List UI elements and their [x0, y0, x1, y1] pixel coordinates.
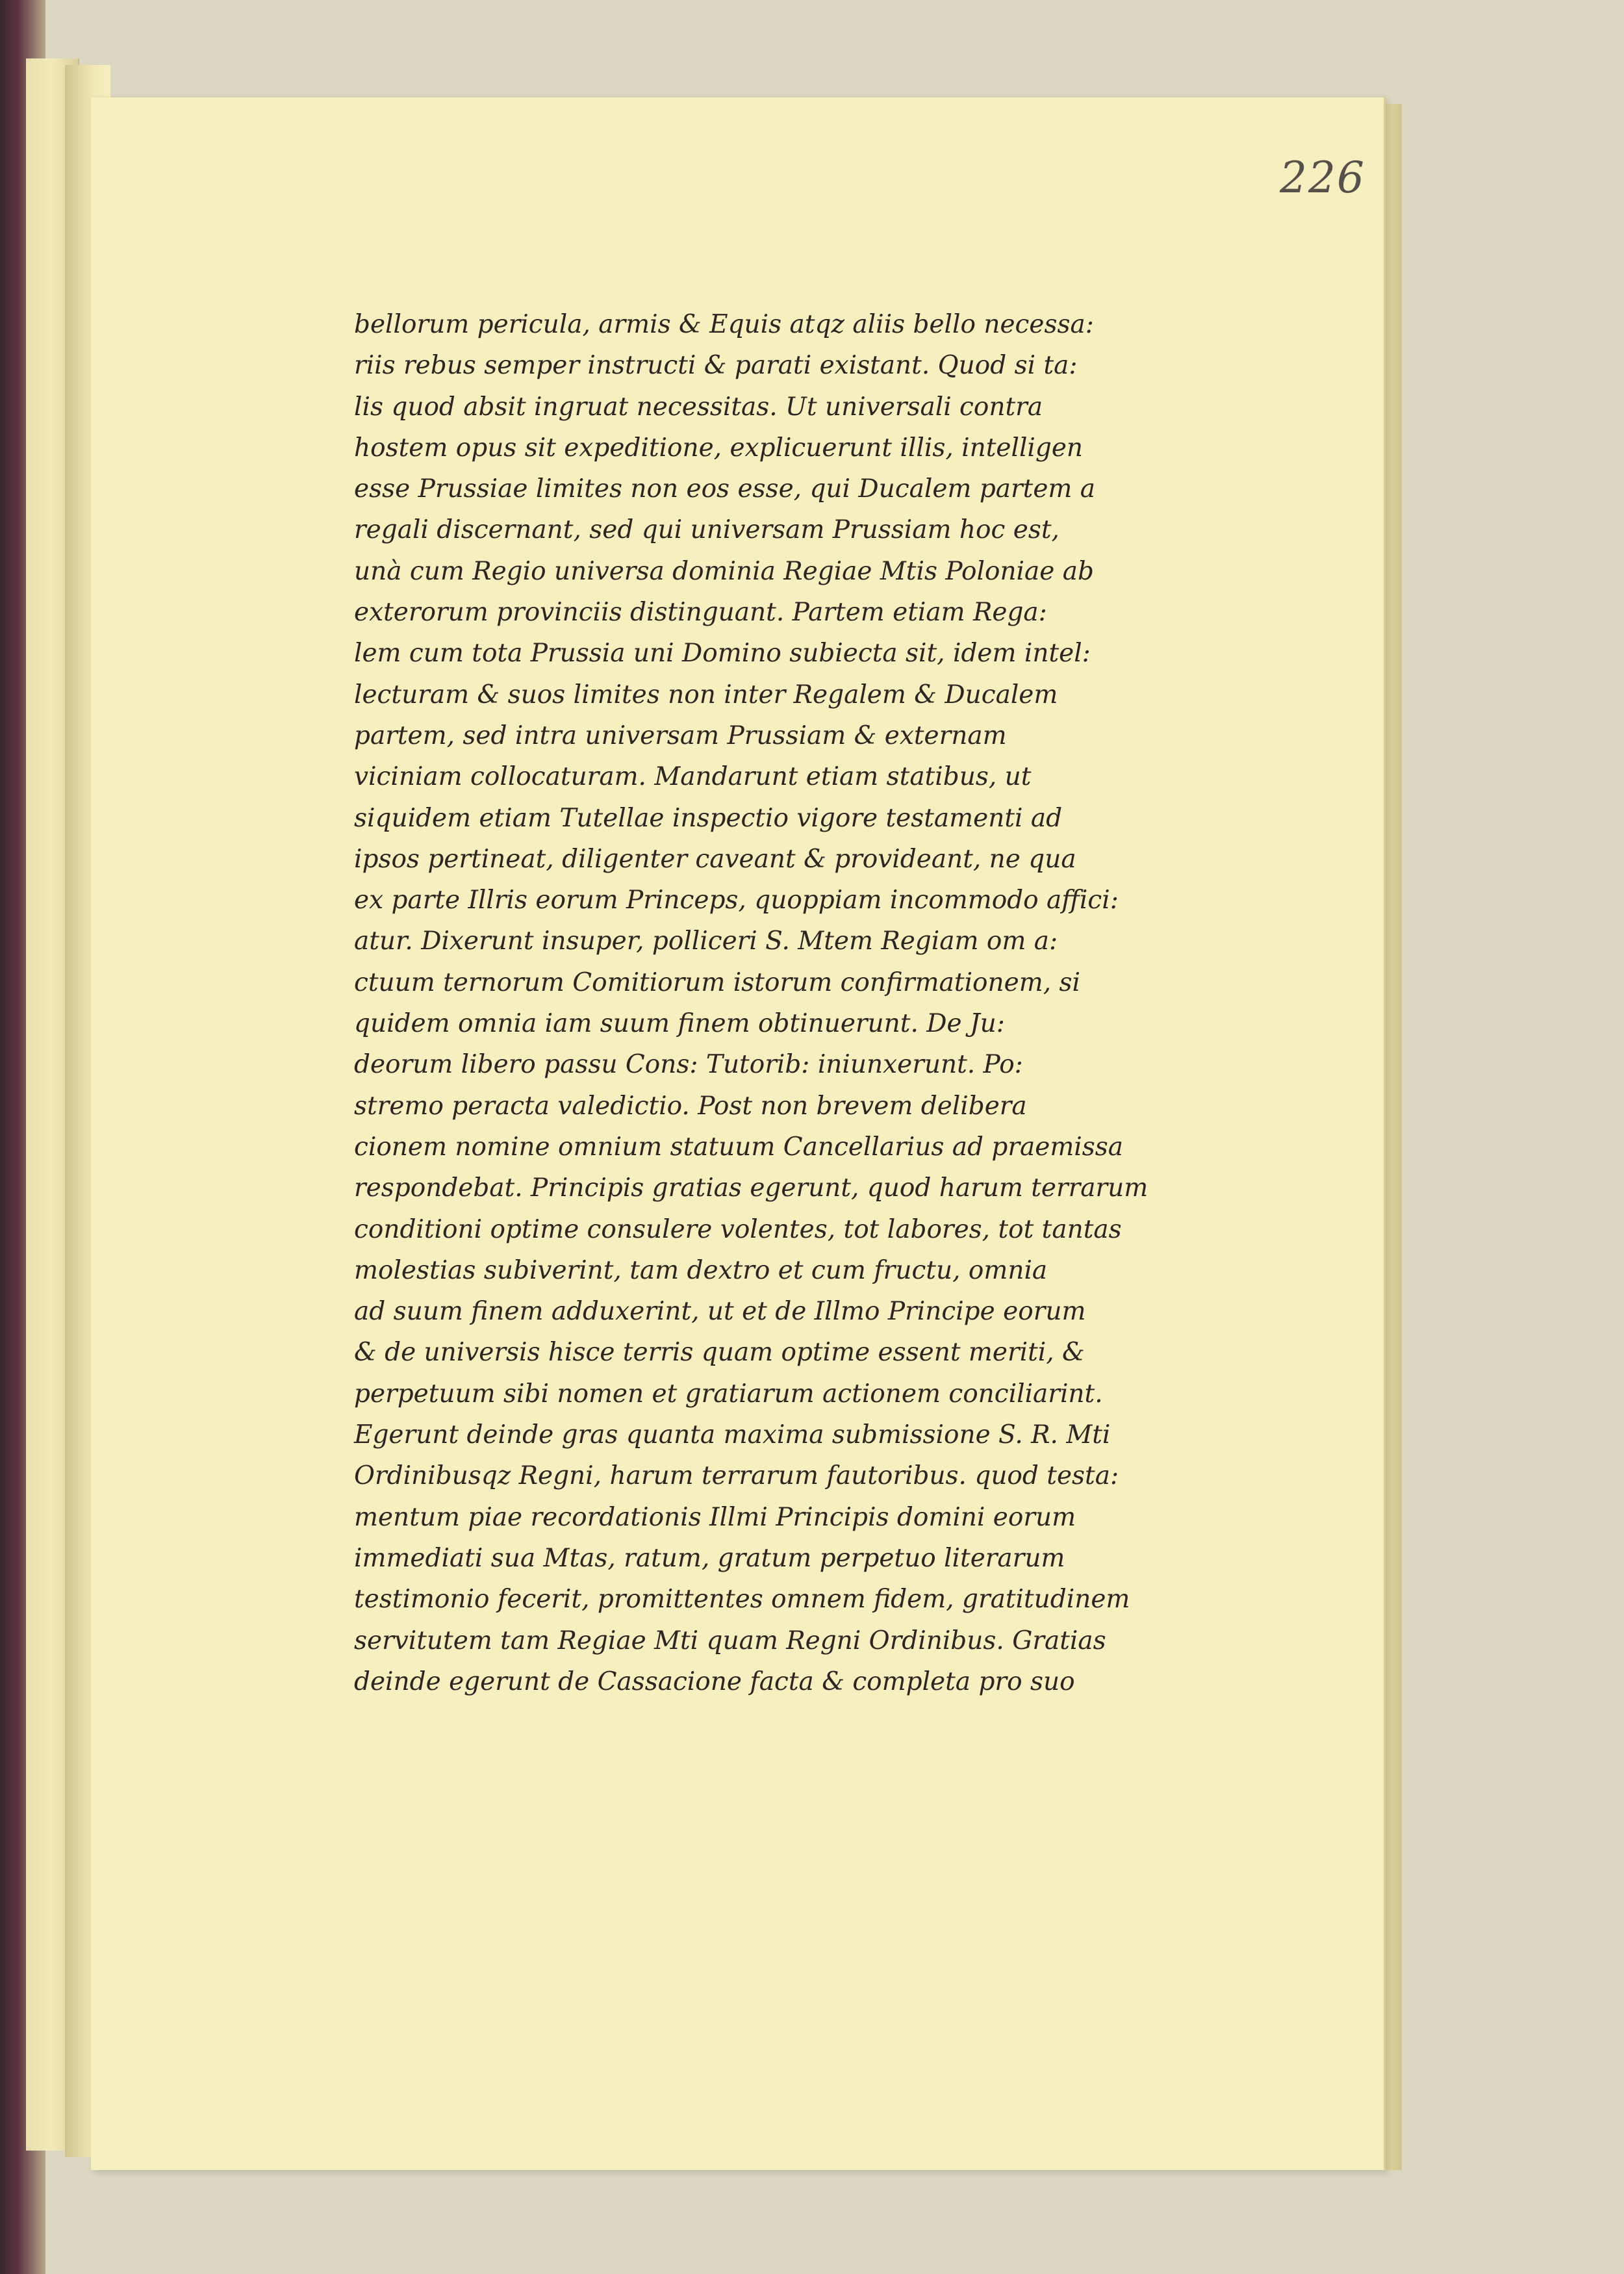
text-line: testimonio fecerit, promittentes omnem fidem, gratitudinem [354, 1585, 1130, 1615]
text-line: stremo peracta valedictio. Post non brevem delibera [354, 1091, 1027, 1121]
text-line: hostem opus sit expeditione, explicuerunt illis, intelligen [354, 433, 1084, 463]
text-line: immediati sua Mtas, ratum, gratum perpetuo literarum [354, 1543, 1065, 1573]
text-line: ex parte Illris eorum Princeps, quoppiam incommodo affici: [354, 886, 1119, 915]
text-line: & de universis hisce terris quam optime essent meriti, & [354, 1338, 1085, 1368]
text-line: servitutem tam Regiae Mti quam Regni Ordinibus. Gratias [354, 1626, 1106, 1655]
text-line: deinde egerunt de Cassacione facta & completa pro suo [354, 1667, 1075, 1696]
text-line: lecturam & suos limites non inter Regalem & Ducalem [354, 680, 1058, 709]
text-line: Egerunt deinde gras quanta maxima submissione S. R. Mti [354, 1420, 1111, 1450]
text-line: respondebat. Principis gratias egerunt, quod harum terrarum [354, 1173, 1148, 1203]
text-line: unà cum Regio universa dominia Regiae Mtis Poloniae ab [354, 556, 1094, 586]
text-line: lem cum tota Prussia uni Domino subiecta sit, idem intel: [354, 639, 1091, 669]
text-line: siquidem etiam Tutellae inspectio vigore testamenti ad [354, 803, 1063, 833]
text-line: esse Prussiae limites non eos esse, qui Ducalem partem a [354, 474, 1096, 504]
page-fore-edge [1384, 104, 1402, 2170]
text-line: ctuum ternorum Comitiorum istorum confirmationem, si [354, 967, 1080, 997]
text-line: partem, sed intra universam Prussiam & externam [354, 721, 1007, 750]
folio-number: 226 [1280, 153, 1365, 203]
text-line: ad suum finem adduxerint, ut et de Illmo Principe eorum [354, 1297, 1086, 1327]
text-line: molestias subiverint, tam dextro et cum fructu, omnia [354, 1255, 1048, 1285]
text-line: atur. Dixerunt insuper, polliceri S. Mtem Regiam om a: [354, 926, 1058, 956]
text-line: riis rebus semper instructi & parati existant. Quod si ta: [354, 351, 1078, 381]
text-line: exterorum provinciis distinguant. Partem etiam Rega: [354, 598, 1047, 628]
text-line: quidem omnia iam suum finem obtinuerunt. De Ju: [354, 1009, 1005, 1039]
text-line: lis quod absit ingruat necessitas. Ut universali contra [354, 392, 1043, 422]
text-line: deorum libero passu Cons: Tutorib: iniunxerunt. Po: [354, 1050, 1023, 1080]
manuscript-text [354, 304, 1166, 1702]
text-line: viciniam collocaturam. Mandarunt etiam statibus, ut [354, 762, 1032, 792]
text-line: bellorum pericula, armis & Equis atqz aliis bello necessa: [354, 310, 1094, 339]
text-line: conditioni optime consulere volentes, tot labores, tot tantas [354, 1214, 1122, 1244]
text-line: mentum piae recordationis Illmi Principis domini eorum [354, 1502, 1076, 1532]
text-line: Ordinibusqz Regni, harum terrarum fautoribus. quod testa: [354, 1461, 1119, 1491]
text-line: regali discernant, sed qui universam Prussiam hoc est, [354, 515, 1059, 545]
text-line: cionem nomine omnium statuum Cancellarius ad praemissa [354, 1132, 1124, 1162]
text-line: ipsos pertineat, diligenter caveant & provideant, ne qua [354, 844, 1076, 874]
text-line: perpetuum sibi nomen et gratiarum actionem conciliarint. [354, 1379, 1103, 1409]
